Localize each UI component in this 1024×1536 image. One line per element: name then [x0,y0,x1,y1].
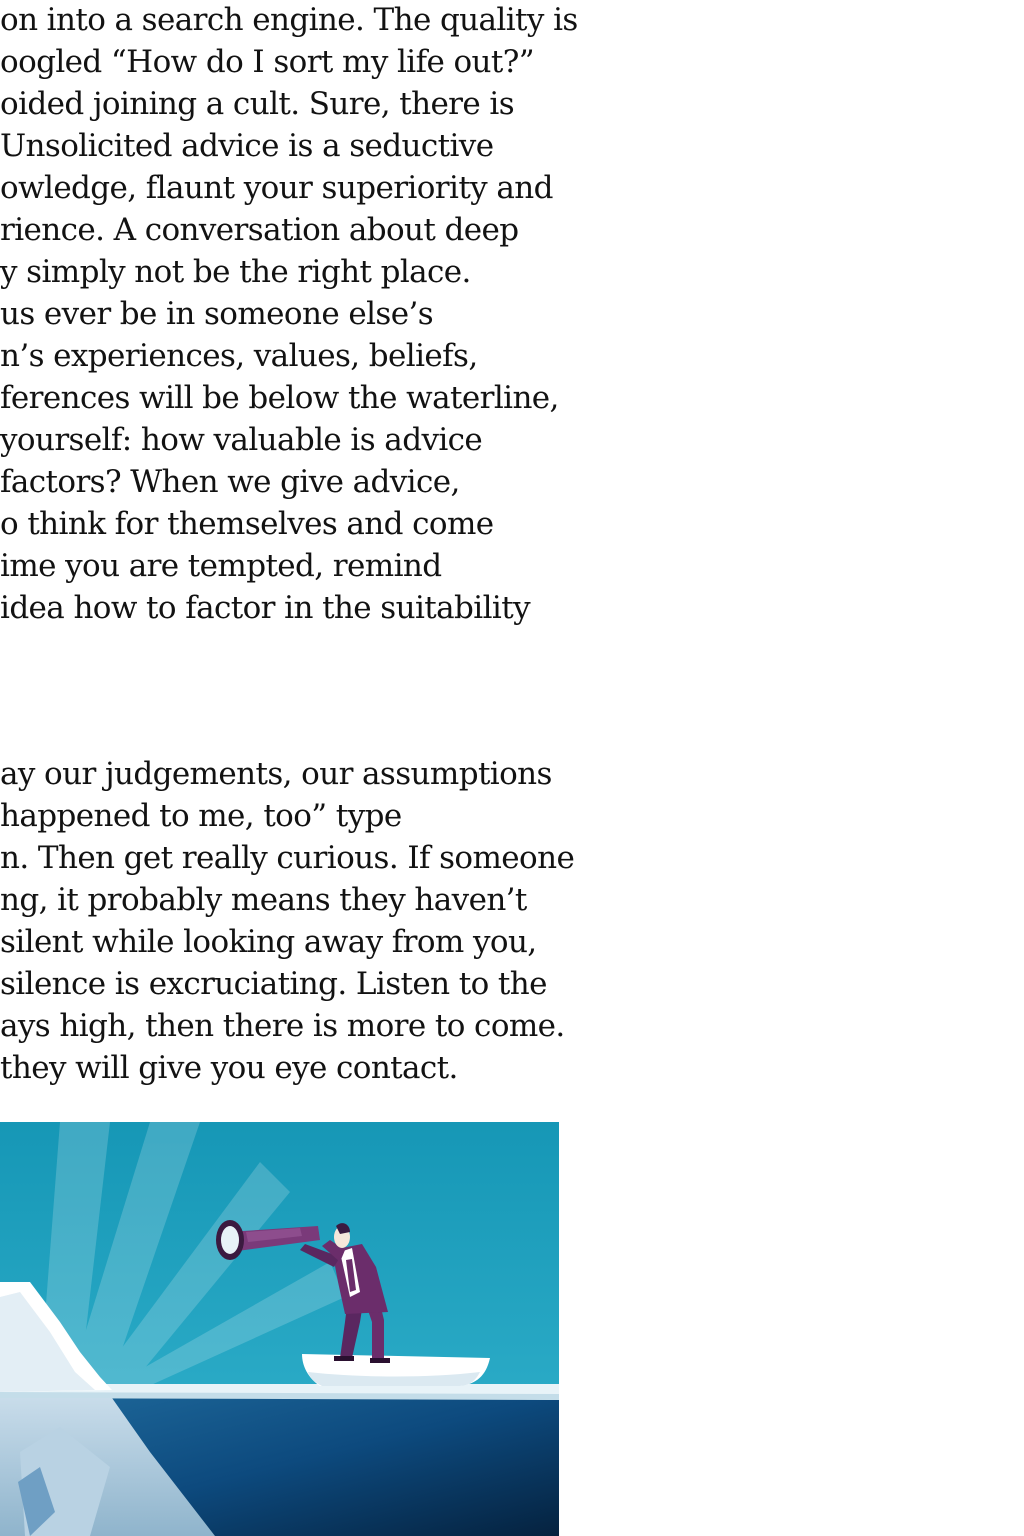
article-line: ime you are tempted, remind [0,548,442,584]
iceberg-telescope-illustration [0,1122,559,1536]
article-line: Unsolicited advice is a seductive [0,128,494,164]
article-line: happened to me, too” type [0,798,402,834]
article-line: rience. A conversation about deep [0,212,519,248]
article-line: idea how to factor in the suitability [0,590,530,626]
article-line: silent while looking away from you, [0,924,537,960]
article-paragraph [0,0,578,629]
article-line: us ever be in someone else’s [0,296,434,332]
article-line: yourself: how valuable is advice [0,422,483,458]
article-line: on into a search engine. The quality is [0,2,578,38]
article-line: oogled “How do I sort my life out?” [0,44,535,80]
article-line: silence is excruciating. Listen to the [0,966,547,1002]
article-line: factors? When we give advice, [0,464,460,500]
article-line: o think for themselves and come [0,506,494,542]
article-paragraph [0,753,574,1089]
article-line: owledge, flaunt your superiority and [0,170,553,206]
article-line: ays high, then there is more to come. [0,1008,565,1044]
article-line: ferences will be below the waterline, [0,380,559,416]
article-line: ng, it probably means they haven’t [0,882,527,918]
article-line: n’s experiences, values, beliefs, [0,338,478,374]
article-line: oided joining a cult. Sure, there is [0,86,515,122]
article-line: ay our judgements, our assumptions [0,756,552,792]
article-line: n. Then get really curious. If someone [0,840,575,876]
article-line: y simply not be the right place. [0,254,471,290]
article-line: they will give you eye contact. [0,1050,458,1086]
